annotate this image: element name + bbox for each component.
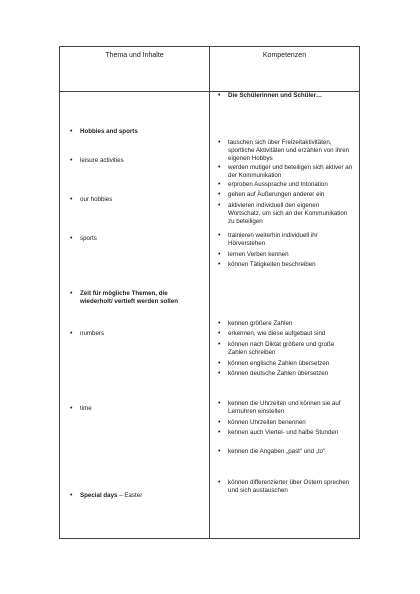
- list-item-competency: • lernen Verben kennen: [228, 251, 353, 259]
- list-item-topic: • time: [80, 405, 202, 413]
- header-topics: Thema und Inhalte: [105, 52, 164, 59]
- list-item-topic: • Zeit für mögliche Themen, die wiederholt/ vertieft werden sollen: [80, 290, 202, 306]
- list-item-topic: • our hobbies: [80, 196, 202, 204]
- list-item-competency: • können nach Diktat größere und große Zahlen schreiben: [228, 341, 353, 357]
- list-item-competency: • kennen die Angaben „past“ und „to“: [228, 448, 353, 456]
- list-item-competency: • gehen auf Äußerungen anderer ein: [228, 191, 353, 199]
- list-item-competency: • erproben Aussprache und Intonation: [228, 181, 353, 189]
- list-item-topic: • leisure activities: [80, 157, 202, 165]
- list-item-competency: • kennen größere Zahlen: [228, 320, 353, 328]
- curriculum-table: [59, 46, 360, 539]
- column-divider: [209, 47, 210, 538]
- header-competencies: Kompetenzen: [262, 52, 307, 59]
- list-item-competency: • kennen auch Viertel- und halbe Stunden: [228, 429, 353, 437]
- list-item-competency: • kennen die Uhrzeiten und können sie auf Lernuhren einstellen: [228, 400, 353, 416]
- list-item-competency: • trainieren weiterhin individuell ihr Hörverstehen: [228, 232, 353, 248]
- list-item-competency: • können deutsche Zahlen übersetzen: [228, 370, 353, 378]
- list-item-topic: • sports: [80, 235, 202, 243]
- list-item-competency: • erkennen, wie diese aufgebaut sind: [228, 330, 353, 338]
- list-item-competency: • können differenzierter über Ostern sprechen und sich austauschen: [228, 479, 353, 495]
- list-item-competency: • aktivieren individuell den eigenen Wortschatz, um sich an der Kommunikation zu beteiligen: [228, 202, 353, 226]
- list-item-competency: • werden mutiger und beteiligen sich aktiver an der Kommunikation: [228, 164, 353, 180]
- list-item-competency: • tauschen sich über Freizeitaktivitäten, sportliche Aktivitäten und erzählen von ihren eigenen Hobbys: [228, 139, 353, 163]
- list-item-competency: • können Uhrzeiten benennen: [228, 419, 353, 427]
- list-item-topic: • Hobbies and sports: [80, 128, 202, 136]
- list-item-competency: • können Tätigkeiten beschreiben: [228, 261, 353, 269]
- list-item-topic: • numbers: [80, 330, 202, 338]
- list-item-topic: • Special days – Easter: [80, 492, 202, 500]
- list-item-competency: • Die Schülerinnen und Schüler…: [228, 92, 353, 100]
- list-item-competency: • können englische Zahlen übersetzen: [228, 360, 353, 368]
